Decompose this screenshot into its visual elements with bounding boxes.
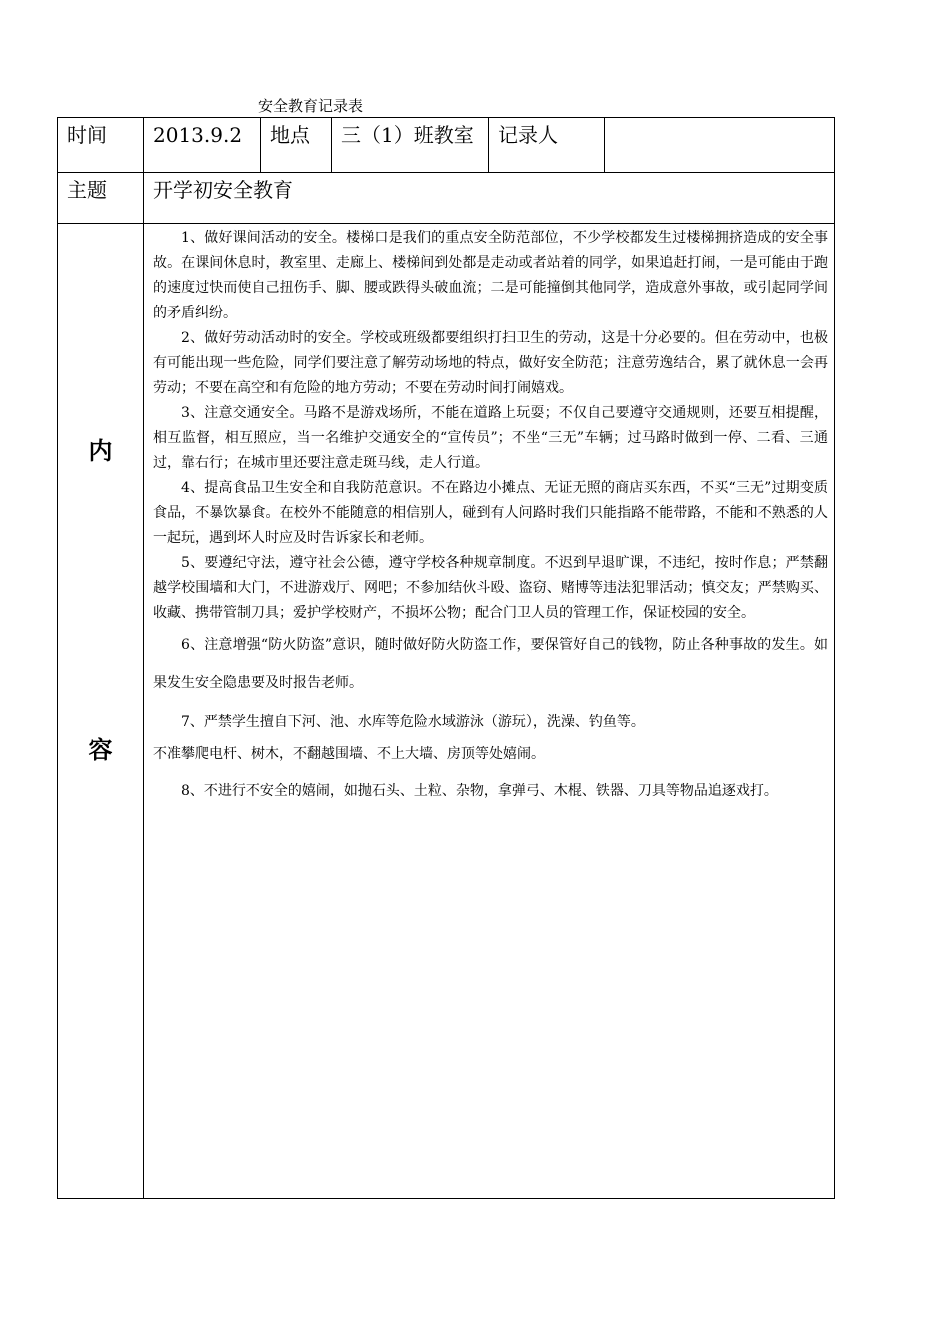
content-label-cell: [58, 224, 144, 1199]
header-row: [58, 118, 835, 173]
content-label-bottom: 容: [88, 736, 113, 764]
recorder-label: 记录人: [489, 118, 605, 173]
topic-value: 开学初安全教育: [144, 173, 835, 224]
content-paragraph-7b: 不准攀爬电杆、树木，不翻越围墙、不上大墙、房顶等处嬉闹。: [153, 746, 545, 762]
topic-row: [58, 173, 835, 224]
content-paragraph-6: 6、注意增强“防火防盗”意识，随时做好防火防盗工作，要保管好自己的钱物，防止各种事故的发生。如果发生安全隐患要及时报告老师。: [153, 637, 828, 691]
document-title: 安全教育记录表: [258, 97, 364, 115]
content-paragraph-1: 1、做好课间活动的安全。楼梯口是我们的重点安全防范部位，不少学校都发生过楼梯拥挤造成的安全事故。在课间休息时，教室里、走廊上、楼梯间到处都是走动或者站着的同学，如果追赶打闹，一是可能由于跑的速度过快而使自己扭伤手、脚、腰或跌得头破血流；二是可能撞倒其他同学，造成意外事故，或引起同学间的矛盾纠纷。: [153, 230, 828, 321]
content-paragraph-3: 3、注意交通安全。马路不是游戏场所，不能在道路上玩耍；不仅自己要遵守交通规则，还要互相提醒，相互监督，相互照应，当一名维护交通安全的“宣传员”；不坐“三无”车辆；过马路时做到一停、二看、三通过，靠右行；在城市里还要注意走斑马线，走人行道。: [153, 405, 828, 471]
content-body: [144, 224, 835, 1199]
record-table: [57, 117, 835, 1199]
topic-label: 主题: [58, 173, 144, 224]
time-value: 2013.9.2: [144, 118, 261, 173]
time-label: 时间: [58, 118, 144, 173]
content-row: [58, 224, 835, 1199]
content-label-top: 内: [88, 437, 113, 465]
content-paragraph-4: 4、提高食品卫生安全和自我防范意识。不在路边小摊点、无证无照的商店买东西，不买“三无”过期变质食品，不暴饮暴食。在校外不能随意的相信别人，碰到有人问路时我们只能指路不能带路，不能和不熟悉的人一起玩，遇到坏人时应及时告诉家长和老师。: [153, 480, 828, 546]
content-paragraph-2: 2、做好劳动活动时的安全。学校或班级都要组织打扫卫生的劳动，这是十分必要的。但在劳动中，也极有可能出现一些危险，同学们要注意了解劳动场地的特点，做好安全防范；注意劳逸结合，累了就休息一会再劳动；不要在高空和有危险的地方劳动；不要在劳动时间打闹嬉戏。: [153, 330, 828, 396]
place-label: 地点: [261, 118, 332, 173]
content-paragraph-8: 8、不进行不安全的嬉闹，如抛石头、土粒、杂物，拿弹弓、木棍、铁器、刀具等物品追逐戏打。: [181, 783, 778, 799]
content-paragraph-7: 7、严禁学生擅自下河、池、水库等危险水域游泳（游玩），洗澡、钓鱼等。: [181, 714, 645, 730]
place-value: 三（1）班教室: [332, 118, 489, 173]
recorder-value: [605, 118, 835, 173]
content-paragraph-5: 5、要遵纪守法，遵守社会公德，遵守学校各种规章制度。不迟到早退旷课，不违纪，按时作息；严禁翻越学校围墙和大门，不进游戏厅、网吧；不参加结伙斗殴、盗窃、赌博等违法犯罪活动；慎交友；严禁购买、收藏、携带管制刀具；爱护学校财产，不损坏公物；配合门卫人员的管理工作，保证校园的安全。: [153, 555, 828, 621]
